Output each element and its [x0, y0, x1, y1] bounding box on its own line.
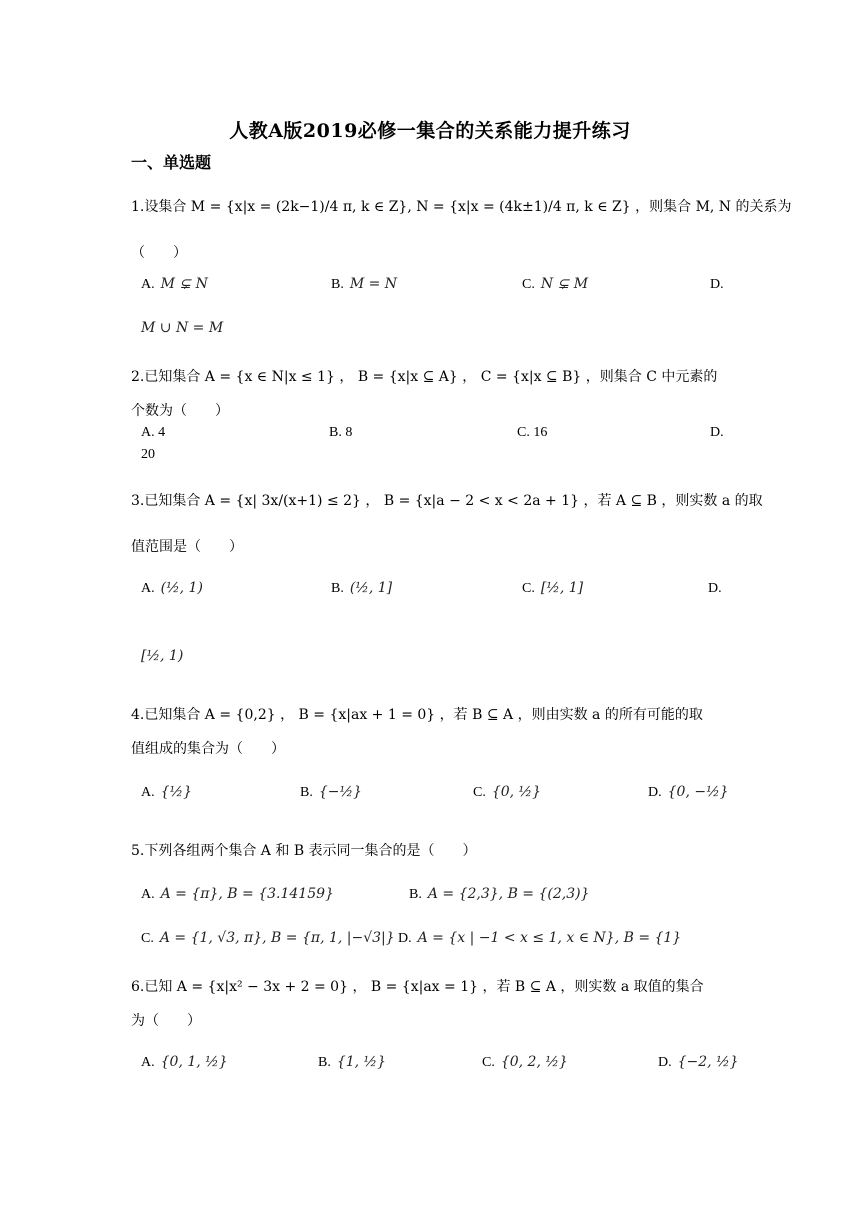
- question-3-option-d: D.: [708, 581, 722, 596]
- question-4-stem-line1: 4.已知集合 A = {0,2} ， B = {x|ax + 1 = 0} ，若 B ⊆ A ，则由实数 a 的所有可能的取: [131, 707, 703, 723]
- question-4-stem-line2: 值组成的集合为（ ）: [131, 741, 285, 757]
- question-4-option-b: B. {−½}: [300, 784, 362, 800]
- question-3-option-d-value: [½, 1): [141, 648, 184, 664]
- question-1-option-c: C. N ⊊ M: [522, 276, 589, 292]
- document-title: 人教A版2019必修一集合的关系能力提升练习: [229, 120, 631, 142]
- question-1-stem-line1: 1.设集合 M = {x|x = (2k−1)/4 π, k ∈ Z}, N = {x|x = (4k±1)/4 π, k ∈ Z} ，则集合 M, N 的关系为: [131, 199, 792, 215]
- question-3-stem-line2: 值范围是（ ）: [131, 539, 243, 555]
- question-5-option-a: A. A = {π}, B = {3.14159}: [141, 886, 334, 902]
- question-3-option-a: A. (½, 1): [141, 580, 203, 596]
- question-6-option-b: B. {1, ½}: [318, 1054, 387, 1070]
- question-4-option-c: C. {0, ½}: [473, 784, 542, 800]
- question-1-stem-line2: （ ）: [131, 245, 187, 261]
- question-2-option-b: B. 8: [329, 425, 353, 440]
- question-5-option-b: B. A = {2,3}, B = {(2,3)}: [409, 886, 590, 902]
- question-1-option-b: B. M = N: [331, 276, 398, 292]
- question-5-option-d: D. A = {x | −1 < x ≤ 1, x ∈ N}, B = {1}: [398, 930, 682, 946]
- question-1-option-d-value: M ∪ N = M: [141, 320, 224, 336]
- question-6-stem-line2: 为（ ）: [131, 1013, 201, 1029]
- question-2-option-a: A. 4: [141, 425, 166, 440]
- question-1-option-a: A. M ⊊ N: [141, 276, 208, 292]
- question-2-option-c: C. 16: [517, 425, 548, 440]
- section-heading: 一、单选题: [131, 153, 212, 172]
- question-3-stem-line1: 3.已知集合 A = {x| 3x/(x+1) ≤ 2} ， B = {x|a − 2 < x < 2a + 1} ，若 A ⊆ B ，则实数 a 的取: [131, 493, 763, 509]
- question-5-stem-line1: 5.下列各组两个集合 A 和 B 表示同一集合的是（ ）: [131, 843, 477, 859]
- question-6-option-d: D. {−2, ½}: [658, 1054, 739, 1070]
- question-6-option-c: C. {0, 2, ½}: [482, 1054, 568, 1070]
- question-3-option-c: C. [½, 1]: [522, 580, 584, 596]
- question-3-option-b: B. (½, 1]: [331, 580, 393, 596]
- question-4-option-a: A. {½}: [141, 784, 193, 800]
- question-6-option-a: A. {0, 1, ½}: [141, 1054, 228, 1070]
- question-2-option-d-value: 20: [141, 447, 155, 462]
- question-4-option-d: D. {0, −½}: [648, 784, 729, 800]
- question-5-option-c: C. A = {1, √3, π}, B = {π, 1, |−√3|}: [141, 930, 395, 946]
- question-2-stem-line1: 2.已知集合 A = {x ∈ N|x ≤ 1} ， B = {x|x ⊆ A} ， C = {x|x ⊆ B} ，则集合 C 中元素的: [131, 369, 718, 385]
- question-2-option-d: D.: [710, 425, 724, 440]
- question-1-option-d: D.: [710, 277, 724, 292]
- question-6-stem-line1: 6.已知 A = {x|x² − 3x + 2 = 0} ， B = {x|ax = 1} ，若 B ⊆ A ，则实数 a 取值的集合: [131, 979, 704, 995]
- question-2-stem-line2: 个数为（ ）: [131, 403, 229, 419]
